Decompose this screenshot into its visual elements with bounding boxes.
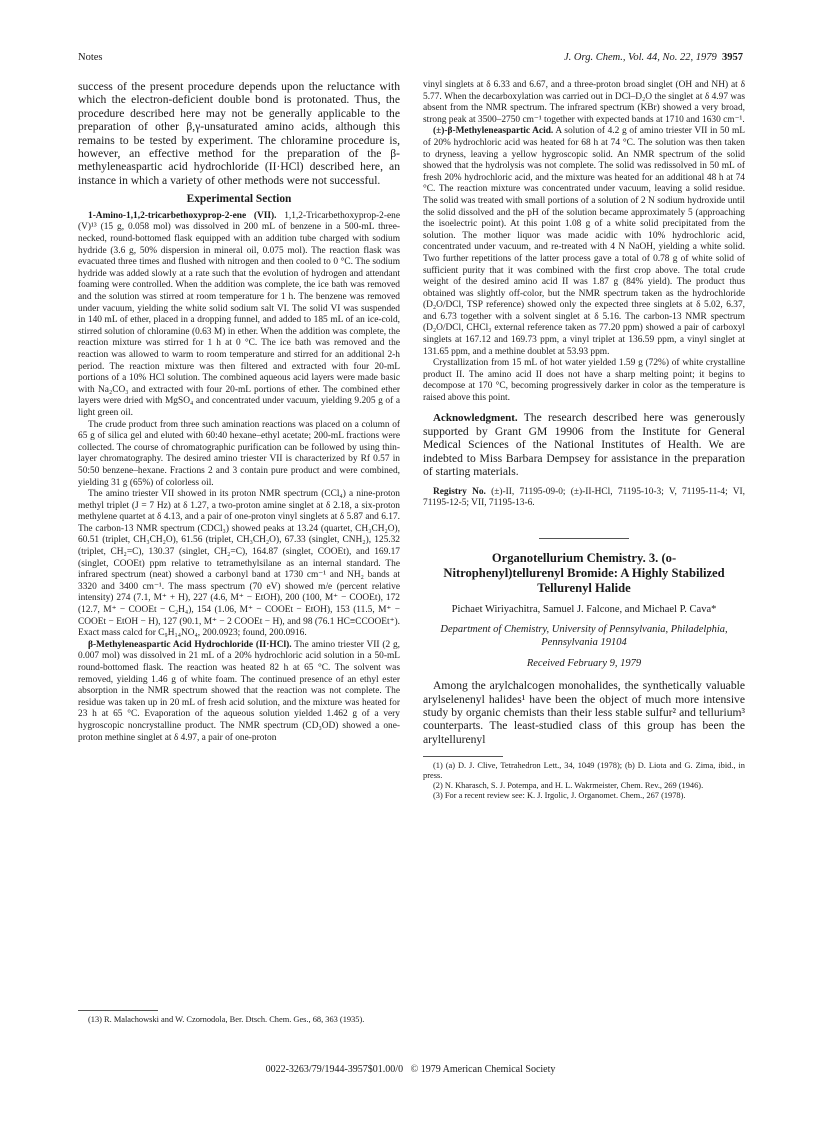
registry-label: Registry No. [433, 486, 486, 497]
intro-paragraph: success of the present procedure depends upon the reluctance with which the electron-deficient double bond is protonated. Thus, the procedure described here may not be generally applicable to the preparation of other β,γ-unsaturated amino acids, although this remains to be tested by experiment. The chloramine procedure is, however, an effective method for the preparation of the β-methyleneaspartic acid hydrochloride (II·HCl) described here, an instance in which a variety of other methods were not successful. [78, 80, 400, 187]
footnote: (2) N. Kharasch, S. J. Potempa, and H. L. Wakrmeister, Chem. Rev., 269 (1946). [433, 781, 704, 791]
footnote-divider [423, 756, 503, 757]
footnote: (1) (a) D. J. Clive, Tetrahedron Lett., 34, 1049 (1978); (b) D. Liota and G. Zima, ibid., in press. [423, 761, 745, 781]
footnote: (13) R. Malachowski and W. Czornodola, Ber. Dtsch. Chem. Ges., 68, 363 (1935). [88, 1015, 365, 1024]
section-label: Notes [78, 52, 103, 63]
page-header [78, 52, 743, 68]
section-heading: Experimental Section [186, 193, 292, 206]
experimental-paragraph-4: β-Methyleneaspartic Acid Hydrochloride (II·HCl). The amino triester VII (2 g, 0.007 mol) was dissolved in 21 mL of a 20% hydrochloric acid solution in a 50-mL round-bottomed flask. The reaction was heated 82 h at 65 °C. The solvent was removed, yielding 1.46 g of white foam. The continued presence of an ethyl ester absorption in the NMR spectrum showed that the reaction was not complete. The residue was taken up in 20 mL of fresh acid solution, and the mixture was heated for 23 h at 65 °C. Evaporation of the aqueous solution yielded 1.462 g of a very hygroscopic noncrystalline product. The NMR spectrum (CD₃OD) showed a one-proton methine singlet at δ 4.97, a pair of one-proton [78, 639, 400, 743]
page-footer [78, 1064, 743, 1075]
footnote-divider [78, 1010, 158, 1011]
article-intro: Among the arylchalcogen monohalides, the synthetically valuable arylselenenyl halides¹ have been the object of much more intensive study by organic chemists than their less stable sulfur² and tellurium³ counterparts. The least-studied class of this group has been the aryltellurenyl [423, 679, 745, 746]
left-footnotes [78, 1010, 400, 1026]
experimental-paragraph-1: 1-Amino-1,1,2-tricarbethoxyprop-2-ene (VII). 1,1,2-Tricarbethoxyprop-2-ene (V)¹³ (15 g, 0.058 mol) was dissolved in 200 mL of benzene in a 500-mL three-necked, round-bottomed flask equipped with an addition tube charged with sodium hydride (3.6 g, 50% dispersion in mineral oil, 0.075 mol). The reaction flask was evacuated three times and flushed with nitrogen and then cooled to 0 °C. The sodium hydride was added slowly at a rate such that the evolution of hydrogen and attendant foaming were controlled. When the addition was complete, the ice bath was removed and the solution was stirred at room temperature for 1 h. The benzene was removed under vacuum, yielding the white solid sodium salt VI. The solid VI was suspended in 140 mL of ether, placed in a dropping funnel, and added to 185 mL of an ice-cold, stirred solution of chloramine (0.63 M) in ether. When the addition was complete, the reaction mixture was stirred for 1 h at 0 °C. The ice bath was removed and the reaction was allowed to warm to room temperature and stirred for an additional 2-h period. The reaction mixture was then filtered and extracted with four 20-mL portions of a 10% HCl solution. The combined aqueous acid layers were made basic with Na₂CO₃ and extracted with four 20-mL portions of ether. The combined ether layers were dried with MgSO₄ and concentrated under vacuum, yielding 9.205 g of a light green oil. [78, 210, 400, 418]
experimental-paragraph-2: The crude product from three such amination reactions was placed on a column of 65 g of silica gel and eluted with 60:40 hexane–ethyl acetate; 200-mL fractions were collected. The course of chromatographic purification can be followed by using thin-layer chromatography. The desired amino triester VII is characterized by Rf 0.57 in 50:50 benzene–hexane. Fractions 2 and 3 contain pure product and were combined, yielding 31 g (65%) of colorless oil. [78, 419, 400, 488]
acknowledgment: Acknowledgment. The research described here was generously supported by Grant GM 19906 from the Institute for General Medical Sciences of the National Institutes of Health. We are indebted to Miss Barbara Dempsey for assistance in the preparation of starting materials. [423, 410, 745, 479]
footnote: (3) For a recent review see: K. J. Irgolic, J. Organomet. Chem., 267 (1978). [433, 791, 686, 801]
page-number: 3957 [722, 52, 743, 63]
compound-heading: (±)-β-Methyleneaspartic Acid. [433, 126, 554, 137]
left-column [78, 80, 400, 744]
article-code: 0022-3263/79/1944-3957$01.00/0 [265, 1064, 404, 1075]
acknowledgment-label: Acknowledgment. [433, 411, 518, 424]
experimental-paragraph-6: Crystallization from 15 mL of hot water yielded 1.59 g (72%) of white crystalline product II. The amino acid II does not have a sharp melting point; it begins to decompose at 170 °C, becoming progressively darker in color as the temperature is raised above this point. [423, 358, 745, 404]
compound-heading: β-Methyleneaspartic Acid Hydrochloride (II·HCl). [88, 639, 292, 650]
journal-citation: J. Org. Chem., Vol. 44, No. 22, 1979 3957 [564, 52, 743, 63]
article-title: Organotellurium Chemistry. 3. (o-Nitrophenyl)tellurenyl Bromide: A Highly Stabilized Tellurenyl Halide [443, 550, 725, 595]
received-date: Received February 9, 1979 [526, 657, 642, 669]
compound-heading: 1-Amino-1,1,2-tricarbethoxyprop-2-ene (VII). [88, 210, 277, 221]
registry-numbers: Registry No. (±)-II, 71195-09-0; (±)-II-HCl, 71195-10-3; V, 71195-11-4; VI, 71195-12-5; VII, 71195-13-6. [423, 486, 745, 509]
copyright: © 1979 American Chemical Society [410, 1064, 556, 1075]
experimental-paragraph-3: The amino triester VII showed in its proton NMR spectrum (CCl₄) a nine-proton methyl triplet (J = 7 Hz) at δ 1.27, a two-proton amine singlet at δ 2.18, a six-proton methylene quartet at δ 4.13, and a pair of one-proton vinyl singlets at δ 5.87 and 6.17. The carbon-13 NMR spectrum (CDCl₃) showed peaks at 13.24 (quartet, CH₃CH₂O), 60.51 (triplet, CH₃CH₂O), 61.56 (triplet, CH₃CH₂O), 67.33 (singlet, CNH₂), 125.32 (triplet, CH₂=C), 130.37 (singlet, CH₂=C), 164.87 (singlet, COOEt), and 169.17 (singlet, COOEt) ppm relative to tetramethylsilane as an internal standard. The infrared spectrum (neat) showed a carbonyl band at 1730 cm⁻¹ and NH₂ bands at 3320 and 3400 cm⁻¹. The mass spectrum (70 eV) showed m/e (percent relative intensity) 274 (7.1, M⁺ + H), 227 (4.6, M⁺ − EtOH), 200 (100, M⁺ − COOEt), 172 (12.7, M⁺ − COOEt − C₂H₄), 154 (1.06, M⁺ − COOEt − EtOH), 153 (11.5, M⁺ − COOEt − EtOH − H), 127 (90.1, M⁺ − 2 COOEt − H), and 98 (76.1 HC≡CCOOEt⁺). Exact mass calcd for C₉H₁₄NO₄, 200.0923; found, 200.0916. [78, 489, 400, 639]
continued-paragraph: vinyl singlets at δ 6.33 and 6.67, and a three-proton broad singlet (OH and NH) at δ 5.77. When the decarboxylation was carried out in DCl–D₂O the singlet at δ 4.97 was absent from the NMR spectrum. The infrared spectrum (KBr) showed a very broad, strong peak at 3500–2750 cm⁻¹ together with expected bands at 1710 and 1630 cm⁻¹. [423, 80, 745, 125]
affiliation: Department of Chemistry, University of Pennsylvania, Philadelphia, Pennsylvania 19104 [440, 624, 728, 649]
right-column [423, 80, 745, 801]
article-divider [539, 538, 629, 539]
authors: Pichaet Wiriyachitra, Samuel J. Falcone, and Michael P. Cava* [451, 603, 717, 615]
experimental-paragraph-5: (±)-β-Methyleneaspartic Acid. A solution of 4.2 g of amino triester VII in 50 mL of 20% hydrochloric acid was heated for 68 h at 74 °C. The solution was then taken to dryness, leaving a yellow hygroscopic solid. An NMR spectrum of the solid showed that the hydrolysis was not complete. The solid was redissolved in 50 mL of fresh 20% hydrochloric acid, and the mixture was heated for an additional 48 h at 74 °C. The reaction mixture was concentrated under vacuum, leaving a solid residue. The solid was treated with small portions of a solution of 2 N sodium hydroxide until the solid dissolved and the pH of the solution became approximately 5 (approaching the isoelectric point). At this point 1.08 g of a white solid precipitated from the solution. The mother liquor was made acidic with 10% hydrochloric acid, concentrated under vacuum, and re-treated with 4 N NaOH, yielding a white solid. Two further repetitions of the latter process gave a total of 0.78 g of white solid of sufficient purity that it was combined with the first crop above. The total crude weight of the desired amino acid II was 1.87 g (84% yield). The product thus obtained was slightly off-color, but the NMR spectrum taken as the hydrochloride (D₂O/DCl, TSP reference) showed only the expected three singlets at δ 5.02, 6.37, and 6.73 together with a solvent singlet at δ 5.16. The carbon-13 NMR spectrum (D₂O/DCl, CHCl₃ external reference taken as 77.20 ppm) showed a pair of carboxyl singlets at 167.12 and 169.73 ppm, a vinyl triplet at 136.59 ppm, a vinyl singlet at 131.65 ppm, and a methine doublet at 53.93 ppm. [423, 126, 746, 357]
